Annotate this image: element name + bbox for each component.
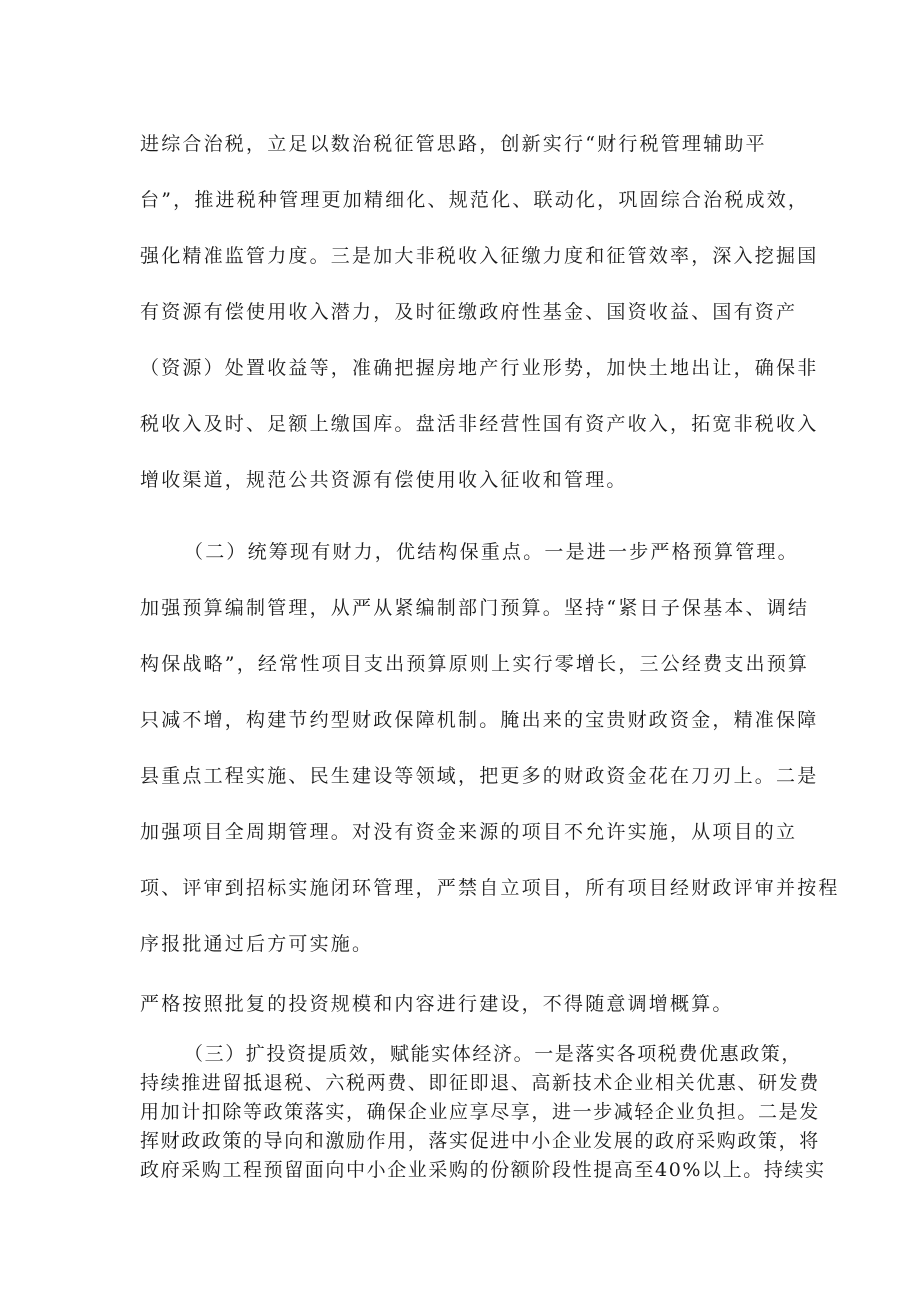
text-line: 政府采购工程预留面向中小企业采购的份额阶段性提高至40%以上。持续实: [140, 1159, 826, 1181]
text-line: 构保战略”，经常性项目支出预算原则上实行零增长，三公经费支出预算: [140, 653, 810, 675]
text-line: 加强项目全周期管理。对没有资金来源的项目不允许实施，从项目的立: [140, 821, 798, 843]
text-line: 有资源有偿使用收入潜力，及时征缴政府性基金、国资收益、国有资产: [140, 301, 798, 323]
text-line: 严格按照批复的投资规模和内容进行建设，不得随意调增概算。: [140, 993, 734, 1015]
paragraph-heading-line: （二）统筹现有财力，优结构保重点。一是进一步严格预算管理。: [184, 541, 799, 563]
text-line: 县重点工程实施、民生建设等领域，把更多的财政资金花在刀刃上。二是: [140, 765, 819, 787]
text-line: 进综合治税，立足以数治税征管思路，创新实行“财行税管理辅助平: [140, 133, 767, 155]
text-line: 序报批通过后方可实施。: [140, 933, 374, 955]
text-line: 只减不增，构建节约型财政保障机制。腌出来的宝贵财政资金，精准保障: [140, 709, 819, 731]
text-line: 项、评审到招标实施闭环管理，严禁自立项目，所有项目经财政评审并按程: [140, 877, 840, 899]
text-line: 税收入及时、足额上缴国库。盘活非经营性国有资产收入，拓宽非税收入: [140, 413, 819, 435]
text-line: （资源）处置收益等，准确把握房地产行业形势，加快土地出让，确保非: [140, 357, 819, 379]
text-line: 加强预算编制管理，从严从紧编制部门预算。坚持“紧日子保基本、调结: [140, 597, 810, 619]
text-line: 台”，推进税种管理更加精细化、规范化、联动化，巩固综合治税成效，: [140, 189, 810, 211]
paragraph-heading-line: （三）扩投资提质效，赋能实体经济。一是落实各项税费优惠政策，: [184, 1043, 803, 1065]
text-line: 持续推进留抵退税、六税两费、即征即退、高新技术企业相关优惠、研发费: [140, 1072, 820, 1094]
text-line: 强化精准监管力度。三是加大非税收入征缴力度和征管效率，深入挖掘国: [140, 245, 819, 267]
text-line: 挥财政政策的导向和激励作用，落实促进中小企业发展的政府采购政策，将: [140, 1130, 820, 1152]
text-line: 用加计扣除等政策落实，确保企业应享尽享，进一步减轻企业负担。二是发: [140, 1101, 820, 1123]
text-line: 增收渠道，规范公共资源有偿使用收入征收和管理。: [140, 469, 628, 491]
